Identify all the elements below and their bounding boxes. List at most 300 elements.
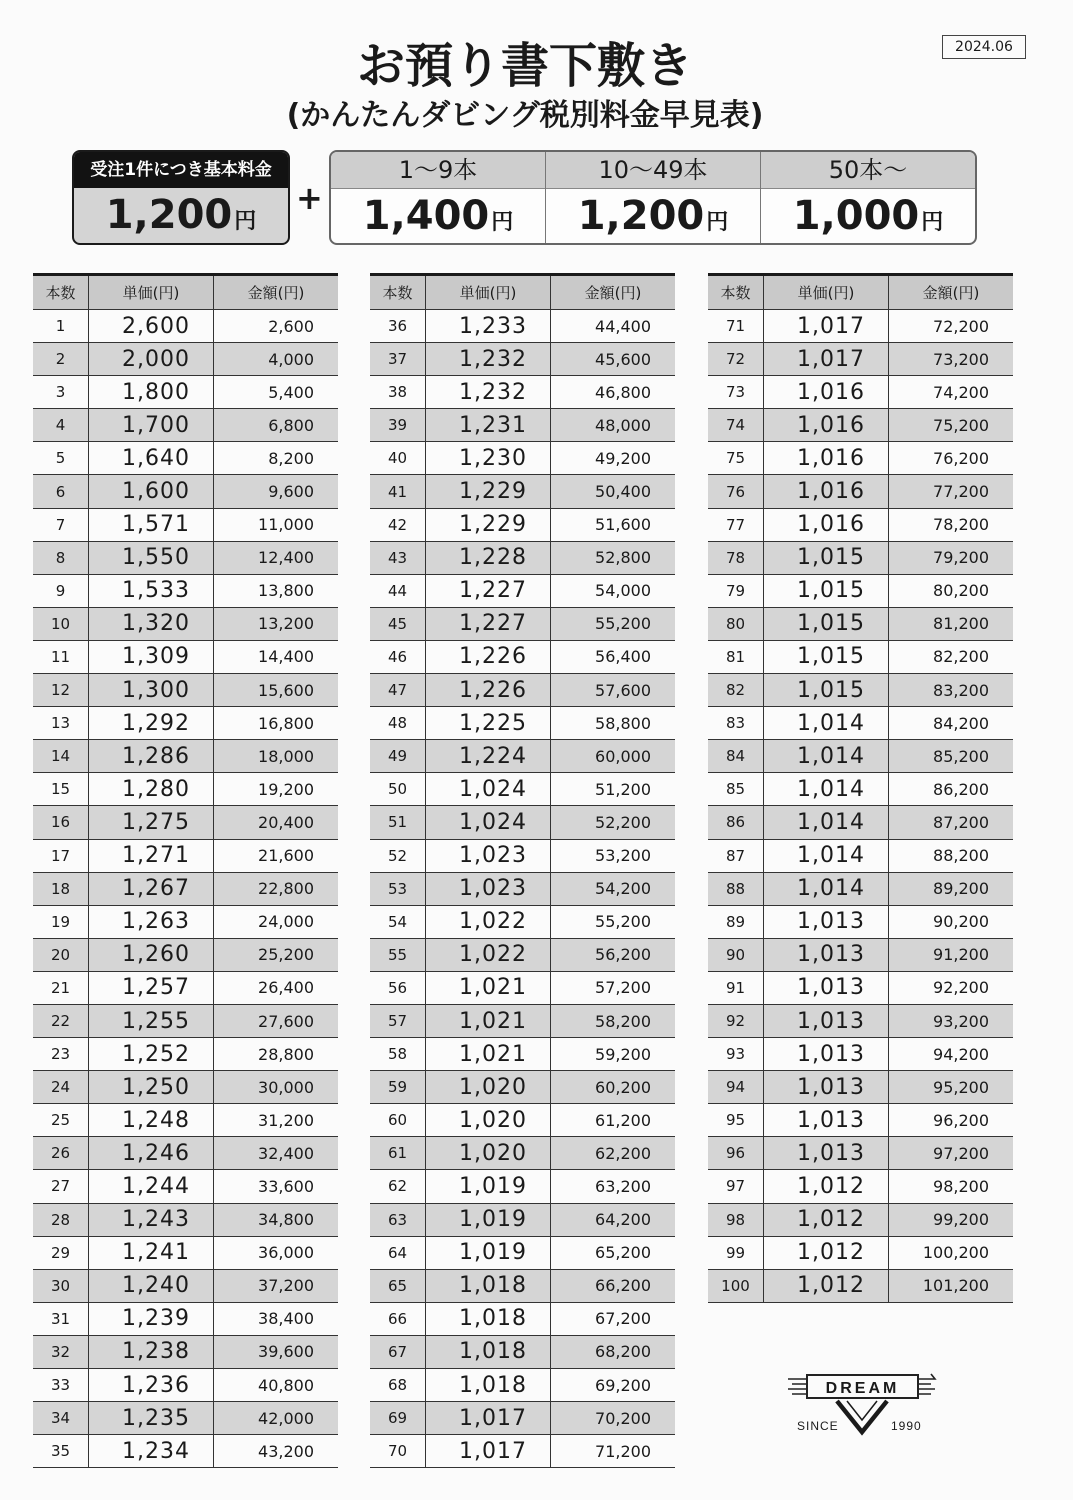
count-cell: 24 (33, 1071, 89, 1103)
unit-price-cell: 1,013 (764, 972, 889, 1004)
unit-price-cell: 1,241 (89, 1237, 214, 1269)
count-cell: 26 (33, 1137, 89, 1169)
total-amount-cell: 62,200 (595, 1143, 651, 1163)
unit-price-cell: 1,024 (426, 773, 551, 805)
total-amount-cell: 77,200 (933, 482, 989, 502)
count-cell: 80 (708, 608, 764, 640)
count-cell: 69 (370, 1402, 426, 1434)
count-cell: 86 (708, 806, 764, 838)
table-body (708, 310, 1013, 1303)
unit-price-cell: 1,017 (764, 310, 889, 342)
total-amount-cell: 51,200 (595, 779, 651, 799)
unit-price-cell: 1,320 (89, 608, 214, 640)
total-amount-cell: 59,200 (595, 1044, 651, 1064)
unit-price-cell: 1,020 (426, 1104, 551, 1136)
table-row (370, 1303, 675, 1336)
total-amount-cell: 36,000 (258, 1243, 314, 1263)
count-cell: 97 (708, 1170, 764, 1202)
total-amount-cell: 33,600 (258, 1176, 314, 1196)
unit-price-cell: 1,226 (426, 641, 551, 673)
total-amount-cell: 93,200 (933, 1011, 989, 1031)
unit-price-cell: 1,226 (426, 674, 551, 706)
table-row (370, 475, 675, 508)
total-amount-cell: 81,200 (933, 614, 989, 634)
count-cell: 29 (33, 1237, 89, 1269)
table-row (708, 376, 1013, 409)
unit-price-cell: 1,280 (89, 773, 214, 805)
tier-column (760, 152, 975, 243)
count-cell: 88 (708, 873, 764, 905)
total-amount-cell: 49,200 (595, 448, 651, 468)
table-row (708, 1038, 1013, 1071)
table-row (370, 873, 675, 906)
table-row (370, 509, 675, 542)
base-fee-label: 受注1件につき基本料金 (74, 152, 288, 188)
unit-price-cell: 1,022 (426, 906, 551, 938)
table-row (33, 343, 338, 376)
count-cell: 33 (33, 1369, 89, 1401)
total-amount-cell: 57,600 (595, 680, 651, 700)
table-row (370, 409, 675, 442)
count-cell: 19 (33, 906, 89, 938)
count-cell: 58 (370, 1038, 426, 1070)
header-count: 本数 (33, 276, 89, 309)
unit-price-cell: 1,013 (764, 1137, 889, 1169)
table-row (708, 773, 1013, 806)
count-cell: 1 (33, 310, 89, 342)
table-row (708, 674, 1013, 707)
total-amount-cell: 21,600 (258, 846, 314, 866)
total-amount-cell: 45,600 (595, 349, 651, 369)
unit-price-cell: 1,019 (426, 1237, 551, 1269)
total-amount-cell: 55,200 (595, 614, 651, 634)
tier-unit: 円 (706, 210, 729, 235)
count-cell: 51 (370, 806, 426, 838)
total-amount-cell: 76,200 (933, 448, 989, 468)
unit-price-cell: 1,227 (426, 608, 551, 640)
document-title: お預り書下敷き (356, 38, 693, 94)
count-cell: 3 (33, 376, 89, 408)
total-amount-cell: 99,200 (933, 1210, 989, 1230)
unit-price-cell: 1,021 (426, 1038, 551, 1070)
total-amount-cell: 24,000 (258, 912, 314, 932)
unit-price-cell: 1,023 (426, 873, 551, 905)
tier-amount: 1,000 (792, 193, 920, 239)
unit-price-cell: 1,017 (426, 1402, 551, 1434)
count-cell: 38 (370, 376, 426, 408)
table-row (33, 1303, 338, 1336)
total-amount-cell: 73,200 (933, 349, 989, 369)
count-cell: 76 (708, 475, 764, 507)
count-cell: 89 (708, 906, 764, 938)
table-row (33, 1435, 338, 1468)
unit-price-cell: 1,234 (89, 1435, 214, 1467)
total-amount-cell: 40,800 (258, 1375, 314, 1395)
unit-price-cell: 1,020 (426, 1137, 551, 1169)
total-amount-cell: 63,200 (595, 1176, 651, 1196)
table-row (708, 542, 1013, 575)
count-cell: 36 (370, 310, 426, 342)
table-row (708, 442, 1013, 475)
table-row (33, 641, 338, 674)
table-row (33, 1005, 338, 1038)
unit-price-cell: 2,000 (89, 343, 214, 375)
table-row (370, 1005, 675, 1038)
table-row (33, 542, 338, 575)
count-cell: 57 (370, 1005, 426, 1037)
total-amount-cell: 97,200 (933, 1143, 989, 1163)
table-row (708, 740, 1013, 773)
unit-price-cell: 1,257 (89, 972, 214, 1004)
total-amount-cell: 58,800 (595, 713, 651, 733)
table-header (370, 273, 675, 310)
count-cell: 5 (33, 442, 89, 474)
count-cell: 96 (708, 1137, 764, 1169)
total-amount-cell: 26,400 (258, 978, 314, 998)
total-amount-cell: 67,200 (595, 1309, 651, 1329)
count-cell: 60 (370, 1104, 426, 1136)
unit-price-cell: 1,017 (426, 1435, 551, 1467)
unit-price-cell: 1,012 (764, 1204, 889, 1236)
total-amount-cell: 15,600 (258, 680, 314, 700)
total-amount-cell: 60,000 (595, 746, 651, 766)
table-row (370, 1137, 675, 1170)
count-cell: 84 (708, 740, 764, 772)
total-amount-cell: 87,200 (933, 812, 989, 832)
unit-price-cell: 1,013 (764, 939, 889, 971)
count-cell: 9 (33, 575, 89, 607)
total-amount-cell: 32,400 (258, 1143, 314, 1163)
tier-value (761, 189, 975, 245)
total-amount-cell: 71,200 (595, 1441, 651, 1461)
unit-price-cell: 1,230 (426, 442, 551, 474)
unit-price-cell: 1,533 (89, 575, 214, 607)
count-cell: 28 (33, 1204, 89, 1236)
logo-since: SINCE (797, 1419, 839, 1433)
total-amount-cell: 28,800 (258, 1044, 314, 1064)
table-row (33, 1104, 338, 1137)
table-row (33, 707, 338, 740)
unit-price-cell: 1,015 (764, 641, 889, 673)
count-cell: 50 (370, 773, 426, 805)
unit-price-cell: 1,015 (764, 575, 889, 607)
count-cell: 78 (708, 542, 764, 574)
count-cell: 45 (370, 608, 426, 640)
table-row (370, 740, 675, 773)
count-cell: 8 (33, 542, 89, 574)
unit-price-cell: 1,016 (764, 475, 889, 507)
count-cell: 64 (370, 1237, 426, 1269)
table-body (33, 310, 338, 1468)
unit-price-cell: 1,263 (89, 906, 214, 938)
unit-price-cell: 1,013 (764, 1104, 889, 1136)
table-row (708, 1071, 1013, 1104)
total-amount-cell: 56,400 (595, 647, 651, 667)
unit-price-cell: 1,015 (764, 542, 889, 574)
unit-price-cell: 1,017 (764, 343, 889, 375)
table-row (708, 1170, 1013, 1203)
table-row (370, 575, 675, 608)
count-cell: 90 (708, 939, 764, 971)
table-row (33, 1071, 338, 1104)
count-cell: 68 (370, 1369, 426, 1401)
total-amount-cell: 56,200 (595, 945, 651, 965)
total-amount-cell: 57,200 (595, 978, 651, 998)
unit-price-cell: 1,275 (89, 806, 214, 838)
table-row (708, 939, 1013, 972)
unit-price-cell: 1,246 (89, 1137, 214, 1169)
table-row (370, 1170, 675, 1203)
plus-sign: + (296, 179, 323, 217)
count-cell: 49 (370, 740, 426, 772)
total-amount-cell: 75,200 (933, 415, 989, 435)
table-row (708, 707, 1013, 740)
table-row (33, 773, 338, 806)
table-row (33, 1270, 338, 1303)
unit-price-cell: 1,229 (426, 475, 551, 507)
count-cell: 30 (33, 1270, 89, 1302)
table-row (708, 641, 1013, 674)
logo-name: DREAM (825, 1380, 900, 1397)
unit-price-cell: 1,286 (89, 740, 214, 772)
total-amount-cell: 82,200 (933, 647, 989, 667)
table-row (708, 972, 1013, 1005)
unit-price-cell: 1,020 (426, 1071, 551, 1103)
count-cell: 91 (708, 972, 764, 1004)
header-unit-price: 単価(円) (89, 276, 214, 309)
unit-price-cell: 1,309 (89, 641, 214, 673)
unit-price-cell: 1,013 (764, 1038, 889, 1070)
count-cell: 25 (33, 1104, 89, 1136)
count-cell: 42 (370, 509, 426, 541)
count-cell: 99 (708, 1237, 764, 1269)
total-amount-cell: 11,000 (258, 515, 314, 535)
total-amount-cell: 69,200 (595, 1375, 651, 1395)
count-cell: 14 (33, 740, 89, 772)
tier-unit: 円 (921, 210, 944, 235)
unit-price-cell: 1,014 (764, 773, 889, 805)
count-cell: 18 (33, 873, 89, 905)
table-row (33, 1170, 338, 1203)
unit-price-cell: 1,243 (89, 1204, 214, 1236)
count-cell: 73 (708, 376, 764, 408)
count-cell: 23 (33, 1038, 89, 1070)
count-cell: 70 (370, 1435, 426, 1467)
table-row (708, 608, 1013, 641)
table-row (33, 972, 338, 1005)
total-amount-cell: 68,200 (595, 1342, 651, 1362)
table-row (370, 707, 675, 740)
total-amount-cell: 22,800 (258, 879, 314, 899)
count-cell: 12 (33, 674, 89, 706)
total-amount-cell: 58,200 (595, 1011, 651, 1031)
table-row (33, 310, 338, 343)
table-row (370, 773, 675, 806)
header-unit-price: 単価(円) (764, 276, 889, 309)
table-row (33, 575, 338, 608)
unit-price-cell: 1,018 (426, 1303, 551, 1335)
total-amount-cell: 74,200 (933, 382, 989, 402)
tier-label: 50本～ (761, 152, 975, 189)
table-row (708, 475, 1013, 508)
count-cell: 72 (708, 343, 764, 375)
base-fee-value (74, 188, 288, 242)
unit-price-cell: 1,271 (89, 840, 214, 872)
count-cell: 47 (370, 674, 426, 706)
unit-price-cell: 1,013 (764, 906, 889, 938)
header-total-amount: 金額(円) (584, 284, 642, 302)
total-amount-cell: 51,600 (595, 515, 651, 535)
total-amount-cell: 89,200 (933, 879, 989, 899)
table-row (708, 1237, 1013, 1270)
unit-price-cell: 1,013 (764, 1071, 889, 1103)
table-row (370, 972, 675, 1005)
date-label: 2024.06 (942, 35, 1026, 59)
count-cell: 77 (708, 509, 764, 541)
count-cell: 52 (370, 840, 426, 872)
logo-chevron (837, 1401, 887, 1432)
total-amount-cell: 66,200 (595, 1276, 651, 1296)
total-amount-cell: 18,000 (258, 746, 314, 766)
unit-price-cell: 1,229 (426, 509, 551, 541)
unit-price-cell: 1,014 (764, 707, 889, 739)
unit-price-cell: 1,248 (89, 1104, 214, 1136)
logo-left-wing (788, 1379, 807, 1394)
count-cell: 75 (708, 442, 764, 474)
tier-price-box (329, 150, 977, 245)
total-amount-cell: 55,200 (595, 912, 651, 932)
count-cell: 22 (33, 1005, 89, 1037)
unit-price-cell: 1,232 (426, 343, 551, 375)
table-row (33, 475, 338, 508)
count-cell: 74 (708, 409, 764, 441)
total-amount-cell: 2,600 (268, 316, 314, 336)
count-cell: 27 (33, 1170, 89, 1202)
total-amount-cell: 25,200 (258, 945, 314, 965)
total-amount-cell: 13,200 (258, 614, 314, 634)
unit-price-cell: 1,232 (426, 376, 551, 408)
unit-price-cell: 1,021 (426, 972, 551, 1004)
unit-price-cell: 1,240 (89, 1270, 214, 1302)
unit-price-cell: 1,571 (89, 509, 214, 541)
table-row (370, 608, 675, 641)
count-cell: 81 (708, 641, 764, 673)
unit-price-cell: 1,024 (426, 806, 551, 838)
unit-price-cell: 1,238 (89, 1336, 214, 1368)
total-amount-cell: 95,200 (933, 1077, 989, 1097)
count-cell: 95 (708, 1104, 764, 1136)
logo-right-wing (918, 1374, 935, 1394)
count-cell: 92 (708, 1005, 764, 1037)
count-cell: 100 (708, 1270, 764, 1302)
table-row (33, 1204, 338, 1237)
unit-price-cell: 1,015 (764, 608, 889, 640)
unit-price-cell: 1,267 (89, 873, 214, 905)
total-amount-cell: 37,200 (258, 1276, 314, 1296)
count-cell: 40 (370, 442, 426, 474)
unit-price-cell: 1,233 (426, 310, 551, 342)
base-fee-amount: 1,200 (105, 192, 233, 238)
total-amount-cell: 101,200 (922, 1276, 989, 1296)
total-amount-cell: 79,200 (933, 548, 989, 568)
count-cell: 65 (370, 1270, 426, 1302)
table-header (708, 273, 1013, 310)
unit-price-cell: 1,019 (426, 1170, 551, 1202)
count-cell: 54 (370, 906, 426, 938)
count-cell: 85 (708, 773, 764, 805)
total-amount-cell: 27,600 (258, 1011, 314, 1031)
unit-price-cell: 1,016 (764, 509, 889, 541)
table-row (33, 873, 338, 906)
total-amount-cell: 91,200 (933, 945, 989, 965)
count-cell: 82 (708, 674, 764, 706)
count-cell: 34 (33, 1402, 89, 1434)
unit-price-cell: 1,239 (89, 1303, 214, 1335)
table-row (370, 1270, 675, 1303)
total-amount-cell: 44,400 (595, 316, 651, 336)
table-row (33, 608, 338, 641)
total-amount-cell: 9,600 (268, 482, 314, 502)
price-table (33, 273, 338, 1468)
unit-price-cell: 1,640 (89, 442, 214, 474)
total-amount-cell: 4,000 (268, 349, 314, 369)
unit-price-cell: 1,019 (426, 1204, 551, 1236)
table-row (708, 806, 1013, 839)
total-amount-cell: 98,200 (933, 1176, 989, 1196)
table-row (33, 376, 338, 409)
unit-price-cell: 1,800 (89, 376, 214, 408)
table-row (370, 1104, 675, 1137)
table-row (370, 840, 675, 873)
count-cell: 20 (33, 939, 89, 971)
unit-price-cell: 1,014 (764, 840, 889, 872)
total-amount-cell: 53,200 (595, 846, 651, 866)
total-amount-cell: 85,200 (933, 746, 989, 766)
count-cell: 56 (370, 972, 426, 1004)
total-amount-cell: 72,200 (933, 316, 989, 336)
tier-unit: 円 (491, 210, 514, 235)
count-cell: 44 (370, 575, 426, 607)
table-row (370, 542, 675, 575)
header-total-amount: 金額(円) (922, 284, 980, 302)
unit-price-cell: 1,231 (426, 409, 551, 441)
count-cell: 55 (370, 939, 426, 971)
count-cell: 43 (370, 542, 426, 574)
count-cell: 98 (708, 1204, 764, 1236)
count-cell: 46 (370, 641, 426, 673)
count-cell: 71 (708, 310, 764, 342)
total-amount-cell: 42,000 (258, 1408, 314, 1428)
total-amount-cell: 39,600 (258, 1342, 314, 1362)
count-cell: 83 (708, 707, 764, 739)
unit-price-cell: 1,250 (89, 1071, 214, 1103)
total-amount-cell: 50,400 (595, 482, 651, 502)
logo-year: 1990 (891, 1419, 922, 1433)
table-row (370, 442, 675, 475)
unit-price-cell: 1,550 (89, 542, 214, 574)
total-amount-cell: 65,200 (595, 1243, 651, 1263)
table-body (370, 310, 675, 1468)
total-amount-cell: 31,200 (258, 1110, 314, 1130)
count-cell: 16 (33, 806, 89, 838)
total-amount-cell: 48,000 (595, 415, 651, 435)
count-cell: 48 (370, 707, 426, 739)
unit-price-cell: 1,700 (89, 409, 214, 441)
total-amount-cell: 6,800 (268, 415, 314, 435)
count-cell: 67 (370, 1336, 426, 1368)
count-cell: 39 (370, 409, 426, 441)
unit-price-cell: 1,014 (764, 806, 889, 838)
